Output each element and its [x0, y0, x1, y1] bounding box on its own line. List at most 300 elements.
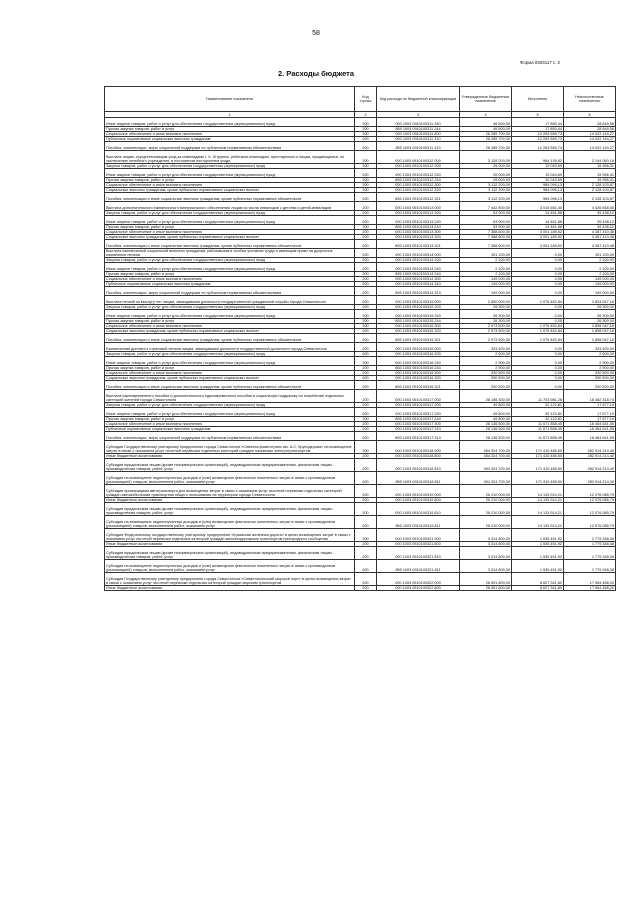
table-row: [105, 432, 616, 441]
row-name: Пособия, компенсации и иные социальные выплаты гражданам, кроме публичных нормативных обязательств: [105, 240, 355, 249]
row-line-code: 200: [355, 277, 377, 282]
row-name: Иные бюджетные ассигнования: [105, 454, 355, 459]
row-executed: 1 535 451,92: [512, 547, 564, 560]
row-approved: 53 900,00: [460, 211, 512, 216]
row-executed: 12 263 555,73: [512, 132, 564, 137]
row-executed: 0,00: [512, 249, 564, 258]
row-name: Социальные выплаты гражданам, кроме публичных нормативных социальных выплат: [105, 329, 355, 334]
row-approved: 26 300,00: [460, 305, 512, 310]
row-approved: 330 500,00: [460, 376, 512, 381]
row-name: Социальное обеспечение и иные выплаты населению: [105, 324, 355, 329]
row-line-code: 200: [355, 193, 377, 202]
row-line-code: 200: [355, 142, 377, 151]
row-line-code: 200: [355, 357, 377, 366]
row-line-code: 200: [355, 573, 377, 586]
row-executed: 1 075 452,84: [512, 334, 564, 343]
row-executed: 0,00: [512, 277, 564, 282]
row-name: Закупка товаров, работ и услуг для обеспечения государственных (муниципальных) нужд: [105, 258, 355, 263]
table-row: [105, 408, 616, 417]
row-unexecuted: 14 022 144,27: [564, 142, 616, 151]
table-row: [105, 334, 616, 343]
row-unexecuted: 15 956,31: [564, 169, 616, 178]
row-approved: 149 000,00: [460, 287, 512, 296]
row-classification-code: 000 1003 0910100318 000: [377, 441, 460, 454]
row-classification-code: 855 1003 0910100313 321: [377, 240, 460, 249]
row-executed: 984 096,13: [512, 193, 564, 202]
row-approved: 2 900,00: [460, 352, 512, 357]
row-unexecuted: 16 482 318,74: [564, 390, 616, 403]
row-approved: 26 210 000,00: [460, 485, 512, 498]
row-classification-code: 000 1003 0910100312 240: [377, 169, 460, 178]
row-classification-code: 855 1003 0910100312 321: [377, 193, 460, 202]
row-approved: 49 800,00: [460, 408, 512, 417]
row-name: Прочая закупка товаров, работ и услуг: [105, 127, 355, 132]
row-approved: 2 100,00: [460, 258, 512, 263]
row-unexecuted: 28 649,56: [564, 118, 616, 127]
row-line-code: 200: [355, 366, 377, 371]
row-unexecuted: 149 000,00: [564, 277, 616, 282]
row-unexecuted: 26 300,00: [564, 319, 616, 324]
row-line-code: 200: [355, 178, 377, 183]
row-name: Выплата лицам, осуществляющим уход за инвалидами I, II, III группы, ребенком-инвалидом, престарелым и лицам, нуждающимся, по заключению лечебного учреждения, в постоянном постороннем уходе: [105, 151, 355, 164]
row-name: Выплата дополнительного ежемесячного материального обеспечения лицам из числа инвалидов с детства и детей-инвалидов: [105, 202, 355, 211]
row-executed: 171 410 485,60: [512, 472, 564, 485]
row-line-code: 200: [355, 235, 377, 240]
row-line-code: 200: [355, 188, 377, 193]
row-classification-code: 000 1003 0910100314 300: [377, 277, 460, 282]
row-classification-code: 855 1003 0910100316 321: [377, 381, 460, 390]
row-executed: 32 122,81: [512, 403, 564, 408]
row-unexecuted: 2 128 103,87: [564, 193, 616, 202]
row-classification-code: 000 1003 0910100315 240: [377, 310, 460, 319]
row-line-code: 200: [355, 422, 377, 427]
row-approved: 26 210 000,00: [460, 498, 512, 503]
table-row: [105, 142, 616, 151]
header-line-code: Код строки: [355, 87, 377, 112]
row-line-code: 200: [355, 310, 377, 319]
row-executed: 32 122,81: [512, 417, 564, 422]
row-unexecuted: 2 144 060,18: [564, 151, 616, 164]
table-row: [105, 310, 616, 319]
header-executed: Исполнено: [512, 87, 564, 112]
row-name: Иные закупки товаров, работ и услуг для обеспечения государственных (муниципальных) нужд: [105, 263, 355, 272]
row-name: Субсидии юридическим лицам (кроме некоммерческих организаций), индивидуальным предпринимателям, физическим лицам - производителям товаров, работ, услуг: [105, 459, 355, 472]
row-name: Социальное обеспечение и иные выплаты населению: [105, 422, 355, 427]
row-approved: 28 136 500,00: [460, 427, 512, 432]
row-approved: 2 973 500,00: [460, 324, 512, 329]
row-approved: 26 285 700,00: [460, 137, 512, 142]
row-line-code: 200: [355, 334, 377, 343]
row-approved: 26 300,00: [460, 310, 512, 319]
table-row: [105, 287, 616, 296]
row-name: Социальное обеспечение и иные выплаты населению: [105, 277, 355, 282]
row-executed: 14 133 914,21: [512, 503, 564, 516]
row-line-code: 200: [355, 263, 377, 272]
row-unexecuted: 17 677,19: [564, 417, 616, 422]
header-number: 4: [460, 112, 512, 118]
row-approved: 149 000,00: [460, 277, 512, 282]
row-line-code: 200: [355, 472, 377, 485]
row-line-code: 200: [355, 329, 377, 334]
row-line-code: 200: [355, 225, 377, 230]
row-name: Субсидия Федеральному государственному унитарному предприятию «Крымская железная дорога» в целях возмещения затрат в связи с оказанием услуг льготной перевозки отдельных категорий граждан железнодорожным транспортом пригородного сообщения: [105, 529, 355, 542]
row-approved: 2 100,00: [460, 263, 512, 272]
row-approved: 28 136 500,00: [460, 422, 512, 427]
row-executed: 11 671 858,45: [512, 427, 564, 432]
row-name: Иные закупки товаров, работ и услуг для обеспечения государственных (муниципальных) нужд: [105, 169, 355, 178]
row-classification-code: 855 1003 0910100311 313: [377, 142, 460, 151]
row-name: Иные бюджетные ассигнования: [105, 498, 355, 503]
row-executed: 0,00: [512, 272, 564, 277]
row-approved: 26 000,00: [460, 178, 512, 183]
row-executed: 0,00: [512, 352, 564, 357]
row-name: Пособия, компенсации и иные социальные выплаты гражданам, кроме публичных нормативных обязательств: [105, 334, 355, 343]
row-executed: 10 043,69: [512, 164, 564, 169]
header-number: 3: [377, 112, 460, 118]
row-approved: 3 112 200,00: [460, 193, 512, 202]
row-approved: 149 000,00: [460, 282, 512, 287]
row-classification-code: 855 1003 0910100316 244: [377, 366, 460, 371]
row-name: Субсидии на возмещение недополученных доходов и (или) возмещение фактически понесенных затрат в связи с производством (реализацией) товаров, выполнением работ, оказанием услуг: [105, 560, 355, 573]
row-approved: 7 442 500,00: [460, 202, 512, 211]
row-name: Социальные выплаты гражданам, кроме публичных нормативных социальных выплат: [105, 188, 355, 193]
row-classification-code: 000 1003 0910100313 000: [377, 202, 460, 211]
row-classification-code: 000 1003 0910100316 000: [377, 343, 460, 352]
table-row: [105, 390, 616, 403]
row-approved: 333 400,00: [460, 343, 512, 352]
row-approved: 28 186 300,00: [460, 390, 512, 403]
row-unexecuted: 15 956,31: [564, 178, 616, 183]
row-line-code: 200: [355, 319, 377, 324]
row-unexecuted: 1 779 348,08: [564, 529, 616, 542]
row-line-code: 200: [355, 516, 377, 529]
row-approved: 26 210 000,00: [460, 503, 512, 516]
row-executed: 0,00: [512, 258, 564, 263]
row-unexecuted: 28 649,56: [564, 127, 616, 132]
row-line-code: 200: [355, 151, 377, 164]
table-row: [105, 240, 616, 249]
row-unexecuted: 282 914 214,40: [564, 454, 616, 459]
row-line-code: 200: [355, 127, 377, 132]
row-classification-code: 000 1003 0910100318 800: [377, 454, 460, 459]
row-name: Прочая закупка товаров, работ и услуг: [105, 225, 355, 230]
row-unexecuted: 1 898 047,16: [564, 329, 616, 334]
row-executed: 14 133 914,21: [512, 485, 564, 498]
row-unexecuted: 149 000,00: [564, 287, 616, 296]
row-approved: 3 314 800,00: [460, 529, 512, 542]
row-name: Прочая закупка товаров, работ и услуг: [105, 272, 355, 277]
table-row: [105, 441, 616, 454]
table-row: [105, 296, 616, 305]
row-unexecuted: 17 964 458,20: [564, 573, 616, 586]
row-executed: 3 001 189,52: [512, 235, 564, 240]
row-unexecuted: 2 128 103,87: [564, 188, 616, 193]
row-unexecuted: 1 779 348,08: [564, 547, 616, 560]
row-classification-code: 000 1003 0910100315 320: [377, 329, 460, 334]
header-number: 6: [564, 112, 616, 118]
row-executed: 12 263 555,73: [512, 137, 564, 142]
row-unexecuted: 17 677,19: [564, 403, 616, 408]
row-executed: 984 139,82: [512, 151, 564, 164]
row-name: Субсидии на возмещение недополученных доходов и (или) возмещение фактически понесенных затрат в связи с производством (реализацией) товаров, выполнением работ, оказанием услуг: [105, 516, 355, 529]
row-line-code: 200: [355, 240, 377, 249]
row-classification-code: 855 1003 0910100315 321: [377, 334, 460, 343]
row-unexecuted: 17 677,19: [564, 408, 616, 417]
row-name: Выплата пенсий за выслугу лет лицам, замещавшим должности государственной гражданской службы города Севастополя: [105, 296, 355, 305]
table-row: [105, 193, 616, 202]
row-line-code: 200: [355, 164, 377, 169]
row-executed: 0,00: [512, 357, 564, 366]
row-line-code: 200: [355, 282, 377, 287]
row-unexecuted: 26 300,00: [564, 310, 616, 319]
row-approved: 454 324 700,00: [460, 441, 512, 454]
budget-expenses-table: [104, 86, 616, 591]
row-executed: 0,00: [512, 371, 564, 376]
row-approved: 46 500,00: [460, 118, 512, 127]
table-row: [105, 586, 616, 591]
row-approved: 26 591 800,00: [460, 586, 512, 591]
row-name: Публичные нормативные социальные выплаты гражданам: [105, 137, 355, 142]
row-line-code: 200: [355, 547, 377, 560]
row-unexecuted: 149 000,00: [564, 282, 616, 287]
row-name: Закупка товаров, работ и услуг для обеспечения государственных (муниципальных) нужд: [105, 352, 355, 357]
row-line-code: 200: [355, 403, 377, 408]
row-unexecuted: 282 914 214,40: [564, 441, 616, 454]
row-unexecuted: 2 128 103,87: [564, 183, 616, 188]
row-name: Иные бюджетные ассигнования: [105, 586, 355, 591]
row-executed: 0,00: [512, 305, 564, 310]
row-name: Иные закупки товаров, работ и услуг для обеспечения государственных (муниципальных) нужд: [105, 357, 355, 366]
row-executed: 3 001 189,52: [512, 230, 564, 235]
row-approved: 53 900,00: [460, 216, 512, 225]
row-unexecuted: 282 914 214,40: [564, 472, 616, 485]
row-line-code: 200: [355, 586, 377, 591]
row-executed: 3 015 651,40: [512, 202, 564, 211]
table-row: [105, 560, 616, 573]
row-name: Публичные нормативные социальные выплаты гражданам: [105, 427, 355, 432]
page-number: 58: [312, 30, 320, 37]
row-executed: 14 133 914,21: [512, 498, 564, 503]
header-name: Наименование показателя: [105, 87, 355, 112]
section-title: 2. Расходы бюджета: [277, 69, 355, 78]
row-name: Закупка товаров, работ и услуг для обеспечения государственных (муниципальных) нужд: [105, 403, 355, 408]
row-approved: 7 388 600,00: [460, 235, 512, 240]
row-unexecuted: 2 100,00: [564, 258, 616, 263]
row-name: Социальное обеспечение и иные выплаты населению: [105, 371, 355, 376]
row-classification-code: 855 1003 0910100312 244: [377, 178, 460, 183]
table-row: [105, 573, 616, 586]
row-executed: 984 096,13: [512, 183, 564, 188]
row-classification-code: 000 1003 0910100312 320: [377, 188, 460, 193]
row-classification-code: 000 1003 0910100317 240: [377, 408, 460, 417]
row-line-code: 200: [355, 305, 377, 310]
row-classification-code: 000 1003 0910100311 300: [377, 132, 460, 137]
row-classification-code: 855 1003 0910100318 811: [377, 472, 460, 485]
row-approved: 28 136 500,00: [460, 432, 512, 441]
table-row: [105, 202, 616, 211]
header-number: 2: [355, 112, 377, 118]
header-classification-code: Код расхода по бюджетной классификации: [377, 87, 460, 112]
row-classification-code: 855 1003 0910100321 811: [377, 560, 460, 573]
row-classification-code: 000 1003 0910100317 310: [377, 427, 460, 432]
row-line-code: 200: [355, 169, 377, 178]
row-classification-code: 855 1003 0910100314 313: [377, 287, 460, 296]
row-approved: 2 900,00: [460, 357, 512, 366]
row-unexecuted: 39 438,12: [564, 211, 616, 216]
row-name: Иные закупки товаров, работ и услуг для обеспечения государственных (муниципальных) нужд: [105, 216, 355, 225]
row-line-code: 200: [355, 390, 377, 403]
row-unexecuted: 1 779 348,08: [564, 560, 616, 573]
row-line-code: 200: [355, 324, 377, 329]
row-unexecuted: 16 464 641,55: [564, 427, 616, 432]
row-approved: 454 324 700,00: [460, 472, 512, 485]
row-executed: 8 627 341,80: [512, 573, 564, 586]
row-unexecuted: 282 914 214,40: [564, 459, 616, 472]
row-executed: 14 461,88: [512, 225, 564, 230]
row-classification-code: 000 1003 0910100313 300: [377, 230, 460, 235]
row-unexecuted: 4 387 410,48: [564, 240, 616, 249]
row-approved: 26 300,00: [460, 319, 512, 324]
row-name: Субсидия Государственному унитарному предприятию города Севастополя «Севэлектроавтотранс им. А.С. Круподерова» на возмещение затрат в связи с оказанием услуг льготной перевозки отдельных категорий граждан наземным электротранспортом: [105, 441, 355, 454]
row-name: Субсидия организациям автотранспорта для возмещения затрат в связи с оказанием услуг льготной перевозки отдельных категорий граждан автомобильным транспортом общего пользования на территории города Севастополя: [105, 485, 355, 498]
row-approved: 3 314 800,00: [460, 560, 512, 573]
row-line-code: 200: [355, 249, 377, 258]
row-executed: 1 535 451,92: [512, 529, 564, 542]
row-classification-code: 000 1003 0910100313 320: [377, 235, 460, 240]
row-approved: 330 500,00: [460, 371, 512, 376]
row-executed: 171 410 485,60: [512, 441, 564, 454]
row-name: Ежемесячная доплата к страховой пенсии лицам, замещавшим должности государственной должности города Севастополя: [105, 343, 355, 352]
row-approved: 3 112 200,00: [460, 188, 512, 193]
row-executed: 11 671 858,45: [512, 432, 564, 441]
row-unexecuted: 26 300,00: [564, 305, 616, 310]
row-approved: 7 388 600,00: [460, 230, 512, 235]
row-approved: 454 324 700,00: [460, 454, 512, 459]
row-line-code: 200: [355, 183, 377, 188]
row-classification-code: 000 1003 0910100319 810: [377, 503, 460, 516]
row-name: Прочая закупка товаров, работ и услуг: [105, 417, 355, 422]
row-unexecuted: 16 464 641,55: [564, 422, 616, 427]
row-classification-code: 000 1003 0910100311 240: [377, 118, 460, 127]
row-unexecuted: 2 900,00: [564, 357, 616, 366]
row-unexecuted: 12 076 085,79: [564, 516, 616, 529]
row-classification-code: 000 1003 0910100317 200: [377, 403, 460, 408]
row-classification-code: 000 1003 0910100312 300: [377, 183, 460, 188]
row-classification-code: 000 1003 0910100314 240: [377, 263, 460, 272]
row-classification-code: 000 1003 0910100319 800: [377, 498, 460, 503]
row-name: Выплата единовременного пособия и дополнительного единовременного пособия в социальную поддержку на погребение отдельных категорий жителей города Севастополя: [105, 390, 355, 403]
row-classification-code: 855 1003 0910100317 244: [377, 417, 460, 422]
row-unexecuted: 2 100,00: [564, 272, 616, 277]
row-name: Иные закупки товаров, работ и услуг для обеспечения государственных (муниципальных) нужд: [105, 118, 355, 127]
row-classification-code: 000 1003 0910100312 200: [377, 164, 460, 169]
row-executed: 0,00: [512, 282, 564, 287]
row-unexecuted: 12 076 085,79: [564, 498, 616, 503]
row-classification-code: 000 1003 0910100316 320: [377, 376, 460, 381]
row-name: Пособия, компенсации и иные социальные выплаты гражданам, кроме публичных нормативных обязательств: [105, 381, 355, 390]
table-body: [105, 118, 616, 591]
header-approved: Утвержденные бюджетные назначения: [460, 87, 512, 112]
row-classification-code: 000 1003 0910100316 240: [377, 357, 460, 366]
table-row: [105, 343, 616, 352]
row-line-code: 200: [355, 498, 377, 503]
row-unexecuted: 1 824 547,16: [564, 296, 616, 305]
row-name: Прочая закупка товаров, работ и услуг: [105, 319, 355, 324]
row-line-code: 200: [355, 137, 377, 142]
row-unexecuted: 4 387 410,48: [564, 230, 616, 235]
row-line-code: 200: [355, 427, 377, 432]
row-name: Социальные выплаты гражданам, кроме публичных нормативных социальных выплат: [105, 376, 355, 381]
row-name: Субсидия Государственному унитарному предприятию города Севастополя «Севастопольский морской порт» в целях возмещения затрат в связи с оказанием услуг льготной перевозки отдельных категорий граждан морским транспортом: [105, 573, 355, 586]
row-name: Иные закупки товаров, работ и услуг для обеспечения государственных (муниципальных) нужд: [105, 310, 355, 319]
row-approved: 53 900,00: [460, 225, 512, 230]
row-classification-code: 000 1003 0910100316 200: [377, 352, 460, 357]
row-classification-code: 855 1003 0910100314 244: [377, 272, 460, 277]
row-line-code: 200: [355, 258, 377, 263]
row-classification-code: 855 1003 0910100319 811: [377, 516, 460, 529]
header-number: 5: [512, 112, 564, 118]
row-classification-code: 000 1003 0910100314 200: [377, 258, 460, 263]
row-approved: 49 800,00: [460, 403, 512, 408]
table-row: [105, 151, 616, 164]
row-executed: 32 122,81: [512, 408, 564, 417]
row-unexecuted: 16 464 641,55: [564, 432, 616, 441]
row-name: Субсидии на возмещение недополученных доходов и (или) возмещение фактически понесенных затрат в связи с производством (реализацией) товаров, выполнением работ, оказанием услуг: [105, 472, 355, 485]
row-classification-code: 000 1003 0910100317 000: [377, 390, 460, 403]
row-executed: 0,00: [512, 376, 564, 381]
row-executed: 0,00: [512, 381, 564, 390]
row-name: Социальные выплаты гражданам, кроме публичных нормативных социальных выплат: [105, 235, 355, 240]
row-name: Социальное обеспечение и иные выплаты населению: [105, 230, 355, 235]
row-executed: 0,00: [512, 366, 564, 371]
row-name: Прочая закупка товаров, работ и услуг: [105, 178, 355, 183]
row-line-code: 200: [355, 503, 377, 516]
row-approved: 2 973 500,00: [460, 329, 512, 334]
row-classification-code: 000 1003 0910100314 000: [377, 249, 460, 258]
row-unexecuted: 2 900,00: [564, 366, 616, 371]
row-line-code: 200: [355, 272, 377, 277]
table-row: [105, 472, 616, 485]
row-approved: 26 210 000,00: [460, 516, 512, 529]
table-row: [105, 381, 616, 390]
row-classification-code: 000 1003 0910100314 310: [377, 282, 460, 287]
row-line-code: 200: [355, 542, 377, 547]
row-approved: 3 112 200,00: [460, 183, 512, 188]
row-classification-code: 000 1003 0910100311 310: [377, 137, 460, 142]
row-executed: 1 075 452,84: [512, 296, 564, 305]
row-approved: 26 285 700,00: [460, 142, 512, 151]
row-line-code: 200: [355, 352, 377, 357]
row-approved: 26 000,00: [460, 164, 512, 169]
row-executed: 0,00: [512, 343, 564, 352]
table-row: [105, 459, 616, 472]
row-line-code: 200: [355, 202, 377, 211]
row-approved: 151 100,00: [460, 249, 512, 258]
row-classification-code: 000 1003 0910100315 000: [377, 296, 460, 305]
row-executed: 14 461,88: [512, 211, 564, 216]
row-unexecuted: 14 022 144,27: [564, 132, 616, 137]
row-classification-code: 855 1003 0910100311 244: [377, 127, 460, 132]
table-row: [105, 503, 616, 516]
table-row: [105, 516, 616, 529]
row-executed: 17 850,44: [512, 118, 564, 127]
row-executed: 984 096,13: [512, 188, 564, 193]
row-classification-code: 000 1003 0910100321 000: [377, 529, 460, 542]
header-number: 1: [105, 112, 355, 118]
row-line-code: 200: [355, 118, 377, 127]
table-row: [105, 216, 616, 225]
row-approved: 26 000,00: [460, 169, 512, 178]
